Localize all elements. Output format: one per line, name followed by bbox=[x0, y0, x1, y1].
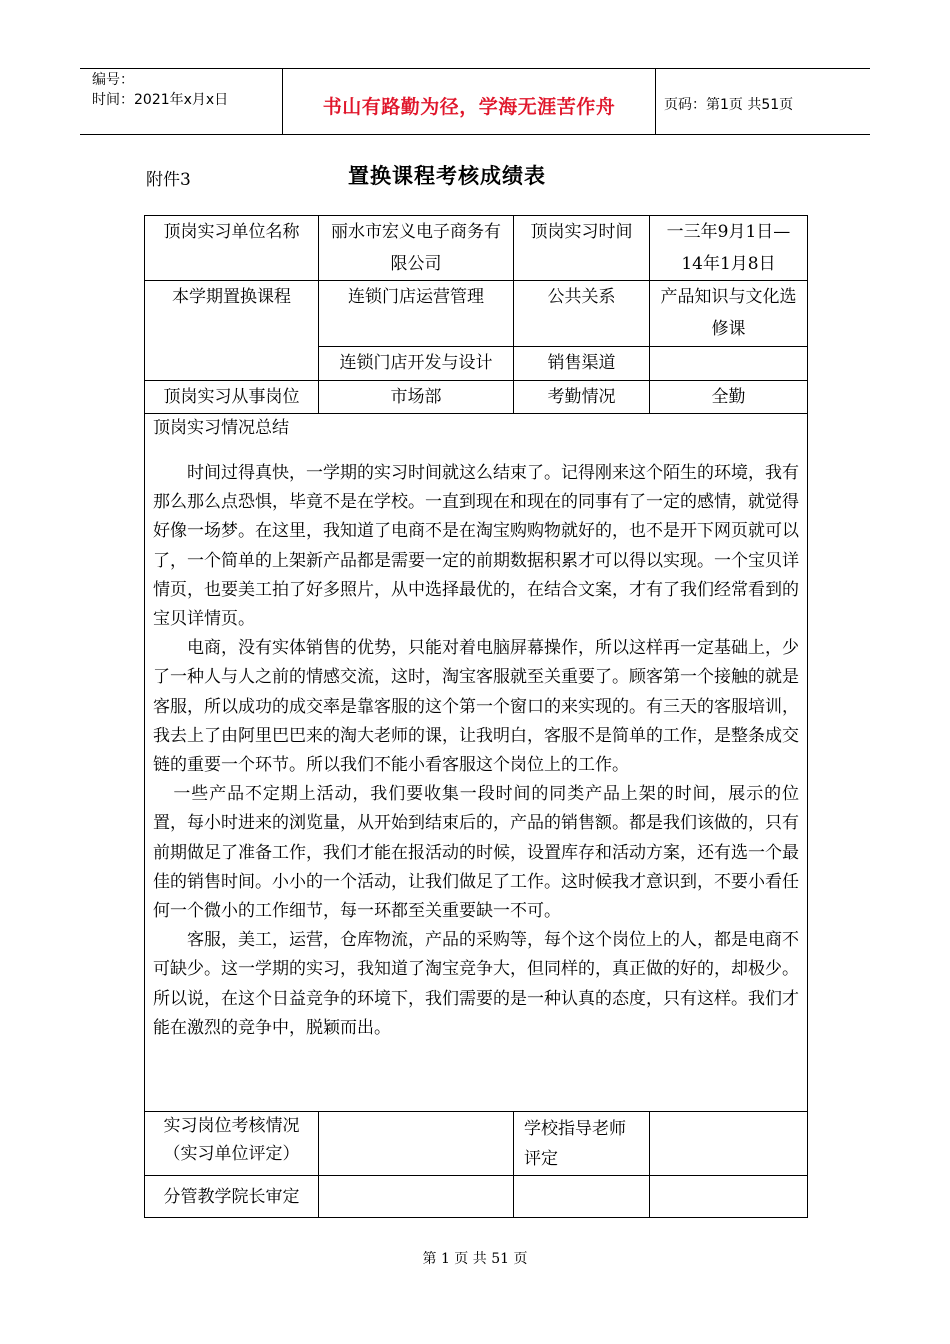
header-meta bbox=[92, 70, 228, 110]
attendance-label: 考勤情况 bbox=[514, 381, 650, 414]
dean-empty-cell bbox=[650, 1176, 808, 1218]
unit-eval-value bbox=[319, 1112, 514, 1176]
serial-label: 编号： bbox=[92, 72, 134, 88]
dean-label: 分管教学院长审定 bbox=[145, 1176, 319, 1218]
period-value: 一三年9月1日—14年1月8日 bbox=[650, 216, 808, 281]
header-bottom-rule bbox=[80, 134, 870, 135]
course-cell-2: 公共关系 bbox=[514, 281, 650, 347]
course-cell-4: 连锁门店开发与设计 bbox=[319, 347, 514, 381]
unit-eval-label: 实习岗位考核情况（实习单位评定） bbox=[145, 1112, 319, 1176]
summary-paragraph: 时间过得真快，一学期的实习时间就这么结束了。记得刚来这个陌生的环境，我有那么那么点恐惧，毕竟不是在学校。一直到现在和现在的同事有了一定的感情，就觉得好像一场梦。在这里，我知道了电商不是在淘宝购购物就好的，也不是开下网页就可以了，一个简单的上架新产品都是需要一定的前期数据积累才可以得以实现。一个宝贝详情页，也要美工拍了好多照片，从中选择最优的，在结合文案，才有了我们经常看到的宝贝详情页。 bbox=[153, 463, 799, 630]
dean-empty-cell bbox=[514, 1176, 650, 1218]
post-label: 顶岗实习从事岗位 bbox=[145, 381, 319, 414]
attendance-value: 全勤 bbox=[650, 381, 808, 414]
post-value: 市场部 bbox=[319, 381, 514, 414]
teacher-eval-value bbox=[650, 1112, 808, 1176]
table-row bbox=[145, 381, 808, 414]
attachment-label: 附件3 bbox=[146, 170, 191, 190]
course-cell-6 bbox=[650, 347, 808, 381]
footer-page-info: 第 1 页 共 51 页 bbox=[422, 1251, 528, 1267]
header-motto: 书山有路勤为径，学海无涯苦作舟 bbox=[322, 96, 616, 118]
course-cell-3: 产品知识与文化选修课 bbox=[650, 281, 808, 347]
table-row bbox=[145, 216, 808, 281]
summary-heading: 顶岗实习情况总结 bbox=[153, 418, 289, 438]
teacher-eval-label: 学校指导老师评定 bbox=[514, 1112, 650, 1176]
unit-name-label: 顶岗实习单位名称 bbox=[145, 216, 319, 281]
course-cell-5: 销售渠道 bbox=[514, 347, 650, 381]
header-divider-left bbox=[282, 69, 283, 134]
page-title: 置换课程考核成绩表 bbox=[348, 164, 546, 188]
table-row bbox=[145, 1112, 808, 1176]
assessment-table bbox=[144, 215, 808, 1218]
table-row bbox=[145, 281, 808, 347]
summary-paragraph: 一些产品不定期上活动，我们要收集一段时间的同类产品上架的时间，展示的位置，每小时进来的浏览量，从开始到结束后的，产品的销售额。都是我们该做的，只有前期做足了准备工作，我们才能在报活动的时候，设置库存和活动方案，还有选一个最佳的销售时间。小小的一个活动，让我们做足了工作。这时候我才意识到，不要小看任何一个微小的工作细节，每一环都至关重要缺一不可。 bbox=[153, 784, 799, 922]
course-label: 本学期置换课程 bbox=[145, 281, 319, 381]
summary-paragraph: 客服，美工，运营，仓库物流，产品的采购等，每个这个岗位上的人，都是电商不可缺少。这一学期的实习，我知道了淘宝竞争大，但同样的，真正做的好的，却极少。所以说，在这个日益竞争的环境下，我们需要的是一种认真的态度，只有这样。我们才能在激烈的竞争中，脱颖而出。 bbox=[153, 930, 799, 1038]
dean-value bbox=[319, 1176, 514, 1218]
unit-name-value: 丽水市宏义电子商务有限公司 bbox=[319, 216, 514, 281]
table-row bbox=[145, 1176, 808, 1218]
time-label: 时间：2021年x月x日 bbox=[92, 92, 229, 108]
header-divider-right bbox=[655, 69, 656, 134]
summary-paragraph: 电商，没有实体销售的优势，只能对着电脑屏幕操作，所以这样再一定基础上，少了一种人与人之前的情感交流，这时，淘宝客服就至关重要了。顾客第一个接触的就是客服，所以成功的成交率是靠客服的这个第一个窗口的来实现的。有三天的客服培训，我去上了由阿里巴巴来的淘大老师的课，让我明白，客服不是简单的工作，是整条成交链的重要一个环节。所以我们不能小看客服这个岗位上的工作。 bbox=[153, 638, 799, 776]
table-row bbox=[145, 414, 808, 1112]
header-page-info: 页码：第1页 共51页 bbox=[664, 97, 794, 113]
course-cell-1: 连锁门店运营管理 bbox=[319, 281, 514, 347]
header-top-rule bbox=[80, 68, 870, 69]
summary-cell bbox=[145, 414, 808, 1112]
period-label: 顶岗实习时间 bbox=[514, 216, 650, 281]
